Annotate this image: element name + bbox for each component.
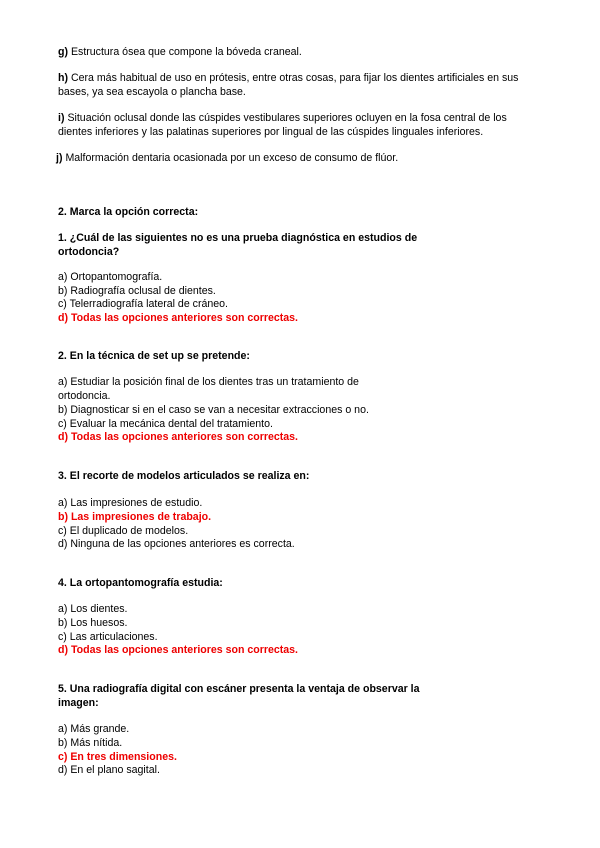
question-1-option-c: c) Telerradiografía lateral de cráneo.: [58, 298, 228, 310]
question-5-title-cont: imagen:: [58, 697, 99, 709]
definition-h-cont: bases, ya sea escayola o plancha base.: [58, 86, 246, 98]
question-4-option-a: a) Los dientes.: [58, 603, 128, 615]
definition-i: [58, 112, 507, 126]
definition-letter: j): [56, 152, 63, 164]
definition-text: Malformación dentaria ocasionada por un exceso de consumo de flúor.: [65, 152, 399, 164]
question-5-option-d: d) En el plano sagital.: [58, 764, 160, 776]
question-4-option-d-correct: d) Todas las opciones anteriores son correctas.: [58, 644, 299, 656]
definition-letter: g): [58, 46, 68, 58]
definition-text: Situación oclusal donde las cúspides vestibulares superiores ocluyen en la fosa central de los: [67, 112, 507, 124]
question-5-option-a: a) Más grande.: [58, 723, 130, 735]
question-3-option-b-correct: b) Las impresiones de trabajo.: [58, 511, 212, 523]
question-3-title: 3. El recorte de modelos articulados se realiza en:: [58, 470, 310, 482]
question-3-option-d: d) Ninguna de las opciones anteriores es correcta.: [58, 538, 295, 550]
question-2-option-c: c) Evaluar la mecánica dental del tratamiento.: [58, 418, 273, 430]
question-5-option-b: b) Más nítida.: [58, 737, 123, 749]
question-1-title: 1. ¿Cuál de las siguientes no es una prueba diagnóstica en estudios de: [58, 232, 418, 244]
question-1-option-d-correct: d) Todas las opciones anteriores son correctas.: [58, 312, 299, 324]
definition-j: [56, 152, 398, 166]
question-2-option-d-correct: d) Todas las opciones anteriores son correctas.: [58, 431, 299, 443]
question-2-option-b: b) Diagnosticar si en el caso se van a necesitar extracciones o no.: [58, 404, 369, 416]
question-3-option-a: a) Las impresiones de estudio.: [58, 497, 203, 509]
question-5-option-c-correct: c) En tres dimensiones.: [58, 751, 177, 763]
definition-i-cont: dientes inferiores y las palatinas superiores por lingual de las cúspides linguales inferiores.: [58, 126, 484, 138]
question-1-option-b: b) Radiografía oclusal de dientes.: [58, 285, 216, 297]
question-4-title: 4. La ortopantomografía estudia:: [58, 577, 223, 589]
question-1-option-a: a) Ortopantomografía.: [58, 271, 163, 283]
question-2-option-a-cont: ortodoncia.: [58, 390, 111, 402]
definition-h: [58, 72, 518, 86]
question-4-option-b: b) Los huesos.: [58, 617, 128, 629]
definition-g: [58, 46, 302, 60]
section-title: 2. Marca la opción correcta:: [58, 206, 199, 218]
definition-letter: h): [58, 72, 68, 84]
question-4-option-c: c) Las articulaciones.: [58, 631, 158, 643]
question-2-title: 2. En la técnica de set up se pretende:: [58, 350, 250, 362]
definition-text: Cera más habitual de uso en prótesis, entre otras cosas, para fijar los dientes artificiales en sus: [70, 72, 519, 84]
definition-letter: i): [58, 112, 65, 124]
question-1-title-cont: ortodoncia?: [58, 246, 120, 258]
question-5-title: 5. Una radiografía digital con escáner presenta la ventaja de observar la: [58, 683, 420, 695]
question-2-option-a: a) Estudiar la posición final de los dientes tras un tratamiento de: [58, 376, 359, 388]
definition-text: Estructura ósea que compone la bóveda craneal.: [70, 46, 302, 58]
question-3-option-c: c) El duplicado de modelos.: [58, 525, 189, 537]
